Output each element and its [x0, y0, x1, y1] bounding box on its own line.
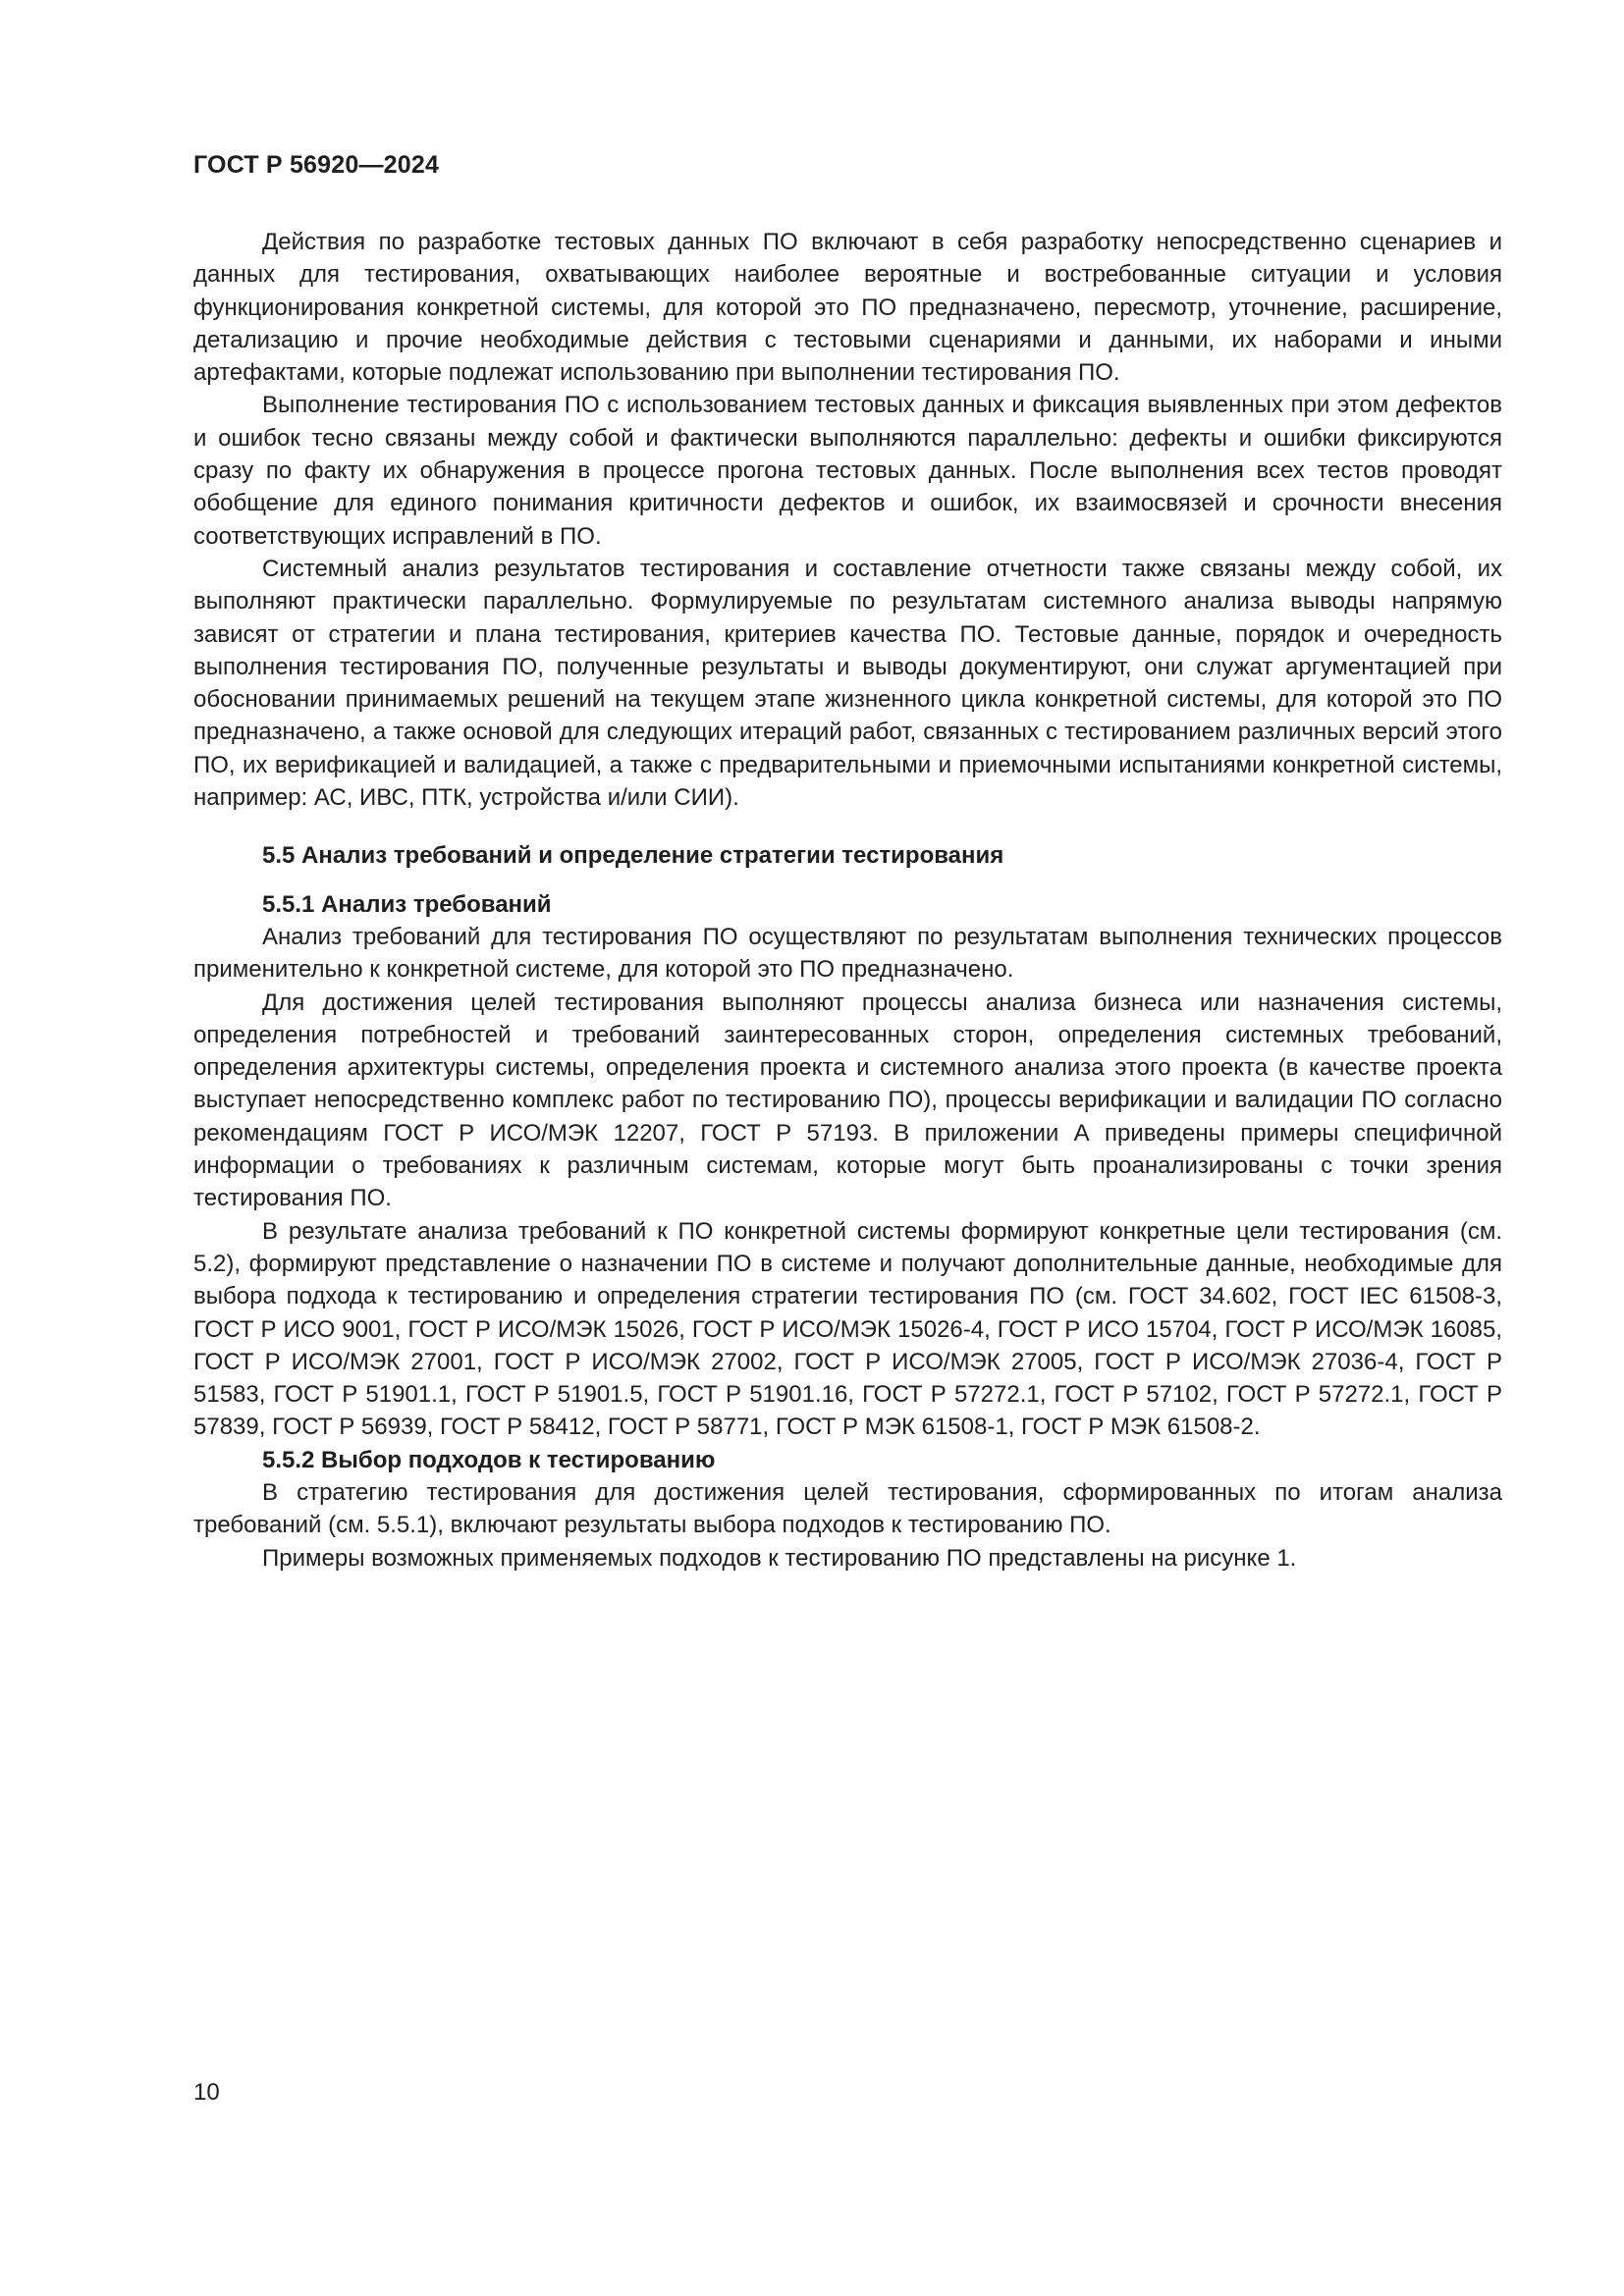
paragraph-testing-strategy: В стратегию тестирования для достижения целей тестирования, сформированных по итогам анализа требований (см. 5.5.1), включают результаты выбора подходов к тестированию ПО. [193, 1478, 1502, 1539]
page-number: 10 [193, 2079, 220, 2106]
section-heading-5-5: 5.5 Анализ требований и определение стратегии тестирования [262, 842, 1004, 870]
section-heading-5-5-1: 5.5.1 Анализ требований [262, 890, 552, 918]
paragraph-requirements-analysis: Анализ требований для тестирования ПО осуществляют по результатам выполнения технических процессов применительно к конкретной системе, для которой это ПО предназначено. [193, 923, 1502, 984]
paragraph-standards-references: В результате анализа требований к ПО конкретной системы формируют конкретные цели тестирования (см. 5.2), формируют представление о назначении ПО в системе и получают дополнительные данные, необходимые для выбора подхода к тестированию и определения стратегии тестирования ПО (см. ГОСТ 34.602, ГОСТ IEC 61508-3, ГОСТ Р ИСО 9001, ГОСТ Р ИСО/МЭК 15026, ГОСТ Р ИСО/МЭК 15026-4, ГОСТ Р ИСО 15704, ГОСТ Р ИСО/МЭК 16085, ГОСТ Р ИСО/МЭК 27001, ГОСТ Р ИСО/МЭК 27002, ГОСТ Р ИСО/МЭК 27005, ГОСТ Р ИСО/МЭК 27036-4, ГОСТ Р 51583, ГОСТ Р 51901.1, ГОСТ Р 51901.5, ГОСТ Р 51901.16, ГОСТ Р 57272.1, ГОСТ Р 57102, ГОСТ Р 57272.1, ГОСТ Р 57839, ГОСТ Р 56939, ГОСТ Р 58412, ГОСТ Р 58771, ГОСТ Р МЭК 61508-1, ГОСТ Р МЭК 61508-2. [193, 1217, 1502, 1441]
document-header-id: ГОСТ Р 56920—2024 [193, 151, 440, 179]
document-body [193, 226, 1502, 1575]
paragraph-test-data-development: Действия по разработке тестовых данных ПО включают в себя разработку непосредственно сценариев и данных для тестирования, охватывающих наиболее вероятные и востребованные ситуации и условия функционирования конкретной системы, для которой это ПО предназначено, пересмотр, уточнение, расширение, детализацию и прочие необходимые действия с тестовыми сценариями и данными, их наборами и иными артефактами, которые подлежат использованию при выполнении тестирования ПО. [193, 229, 1502, 387]
paragraph-figure-reference: Примеры возможных применяемых подходов к тестированию ПО представлены на рисунке 1. [262, 1544, 1297, 1572]
paragraph-system-analysis: Системный анализ результатов тестирования и составление отчетности также связаны между собой, их выполняют практически параллельно. Формулируемые по результатам системного анализа выводы напрямую зависят от стратегии и плана тестирования, критериев качества ПО. Тестовые данные, порядок и очередность выполнения тестирования ПО, полученные результаты и выводы документируют, они служат аргументацией при обосновании принимаемых решений на текущем этапе жизненного цикла конкретной системы, для которой это ПО предназначено, а также основой для следующих итераций работ, связанных с тестированием различных версий этого ПО, их верификацией и валидацией, а также с предварительными и приемочными испытаниями конкретной системы, например: АС, ИВС, ПТК, устройства и/или СИИ). [193, 555, 1502, 812]
paragraph-testing-goals: Для достижения целей тестирования выполняют процессы анализа бизнеса или назначения системы, определения потребностей и требований заинтересованных сторон, определения системных требований, определения архитектуры системы, определения проекта и системного анализа этого проекта (в качестве проекта выступает непосредственно комплекс работ по тестированию ПО), процессы верификации и валидации ПО согласно рекомендациям ГОСТ Р ИСО/МЭК 12207, ГОСТ Р 57193. В приложении А приведены примеры специфичной информации о требованиях к различным системам, которые могут быть проанализированы с точки зрения тестирования ПО. [193, 988, 1502, 1212]
paragraph-test-execution: Выполнение тестирования ПО с использованием тестовых данных и фиксация выявленных при этом дефектов и ошибок тесно связаны между собой и фактически выполняются параллельно: дефекты и ошибки фиксируются сразу по факту их обнаружения в процессе прогона тестовых данных. После выполнения всех тестов проводят обобщение для единого понимания критичности дефектов и ошибок, их взаимосвязей и срочности внесения соответствующих исправлений в ПО. [193, 392, 1502, 550]
section-heading-5-5-2: 5.5.2 Выбор подходов к тестированию [262, 1446, 716, 1473]
